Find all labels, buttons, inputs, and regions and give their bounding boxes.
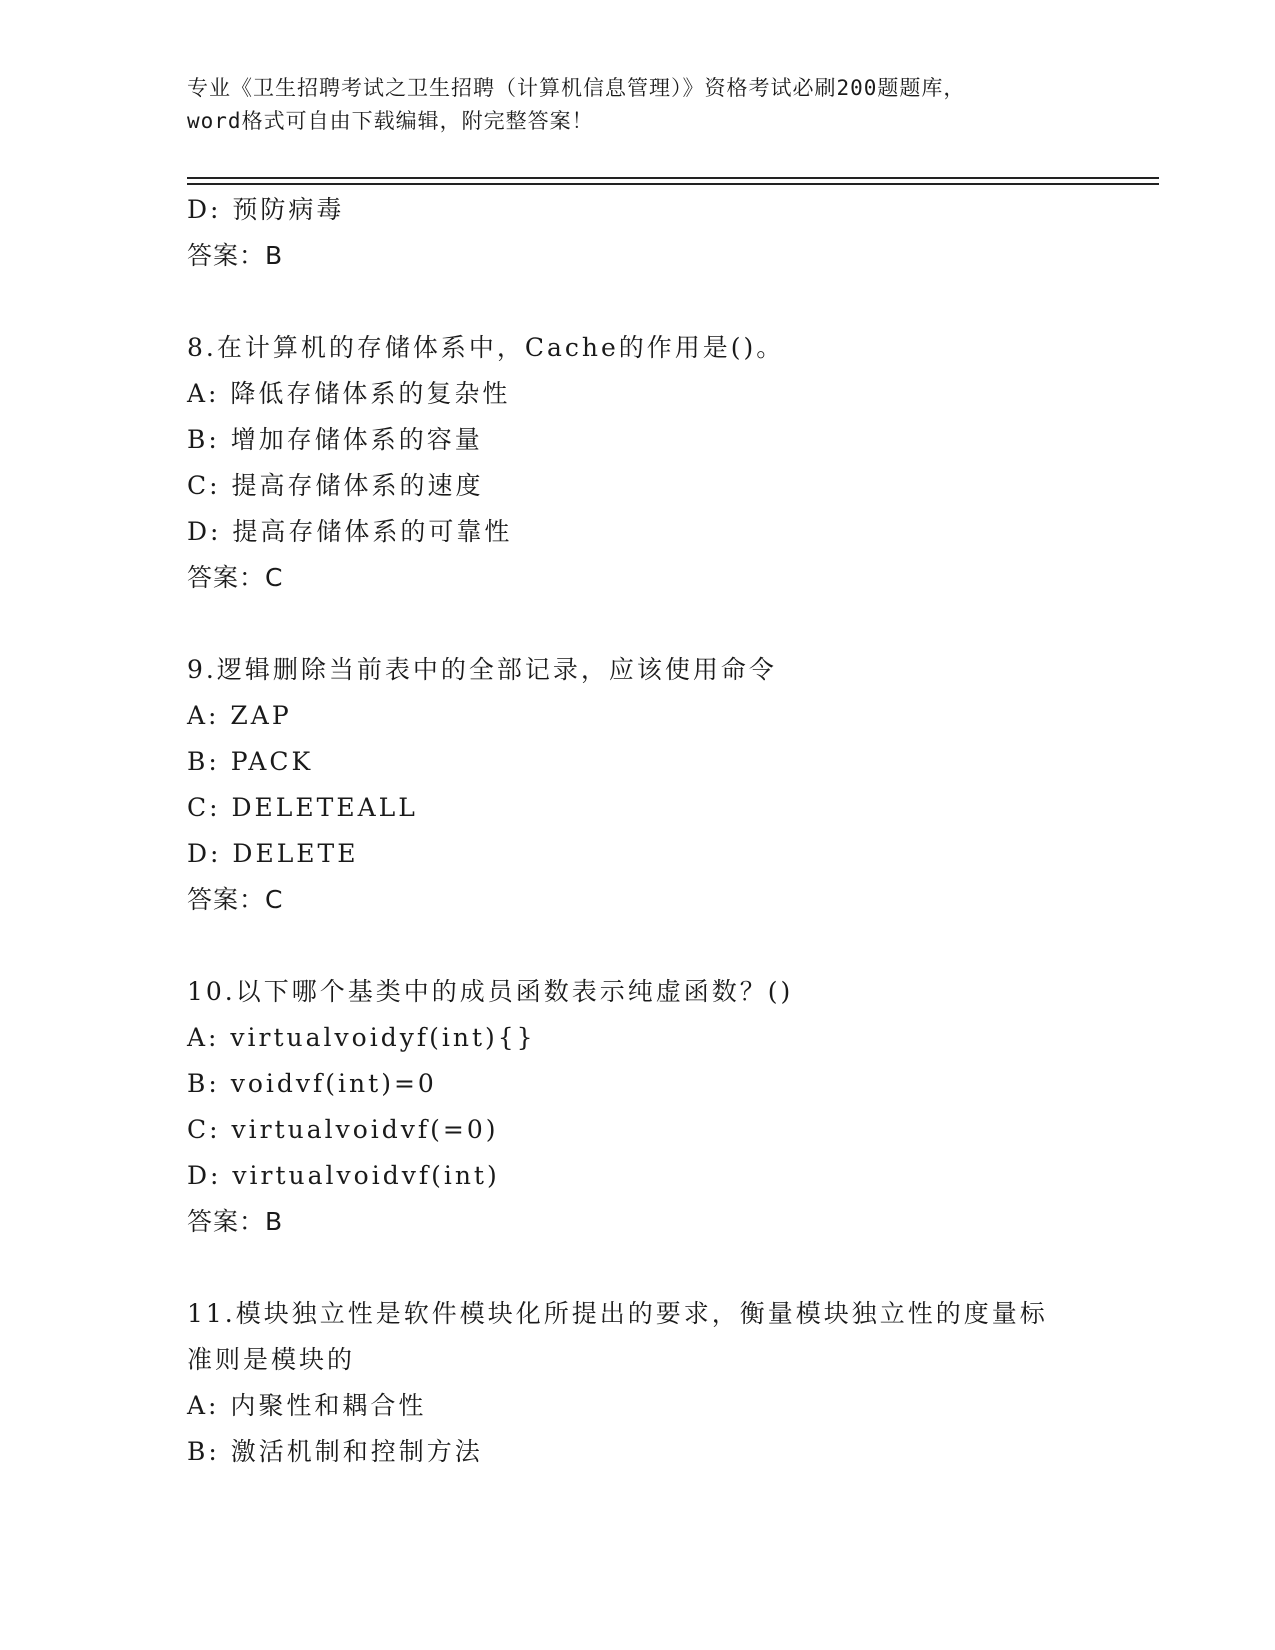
header-line-1: 专业《卫生招聘考试之卫生招聘（计算机信息管理）》资格考试必刷200题题库， bbox=[187, 76, 966, 100]
question-10 bbox=[187, 969, 1137, 1245]
option-b: B: PACK bbox=[187, 747, 314, 776]
option-d: D: 提高存储体系的可靠性 bbox=[187, 517, 513, 546]
answer-line: 答案：B bbox=[187, 1207, 284, 1236]
question-stem: 10.以下哪个基类中的成员函数表示纯虚函数？() bbox=[187, 977, 794, 1006]
spacer bbox=[187, 923, 1137, 969]
option-d: D: 预防病毒 bbox=[187, 195, 345, 224]
question-stem-line-2: 准则是模块的 bbox=[187, 1345, 356, 1374]
question-stem: 9.逻辑删除当前表中的全部记录，应该使用命令 bbox=[187, 655, 777, 684]
question-8 bbox=[187, 325, 1137, 601]
spacer bbox=[187, 601, 1137, 647]
answer-line: 答案：C bbox=[187, 563, 284, 592]
page-header bbox=[187, 72, 1087, 138]
option-c: C: DELETEALL bbox=[187, 793, 418, 822]
header-divider-top bbox=[187, 177, 1159, 179]
question-7-fragment bbox=[187, 187, 1137, 279]
option-a: A: 内聚性和耦合性 bbox=[187, 1391, 427, 1420]
question-stem-line-1: 11.模块独立性是软件模块化所提出的要求，衡量模块独立性的度量标 bbox=[187, 1299, 1048, 1328]
option-b: B: 激活机制和控制方法 bbox=[187, 1437, 483, 1466]
spacer bbox=[187, 1245, 1137, 1291]
option-c: C: 提高存储体系的速度 bbox=[187, 471, 484, 500]
option-d: D: virtualvoidvf(int) bbox=[187, 1161, 500, 1190]
option-b: B: 增加存储体系的容量 bbox=[187, 425, 483, 454]
header-line-2: word格式可自由下载编辑，附完整答案！ bbox=[187, 109, 594, 133]
spacer bbox=[187, 279, 1137, 325]
question-11 bbox=[187, 1291, 1137, 1475]
option-d: D: DELETE bbox=[187, 839, 359, 868]
option-a: A: virtualvoidyf(int){} bbox=[187, 1023, 536, 1052]
option-c: C: virtualvoidvf(=0) bbox=[187, 1115, 499, 1144]
answer-line: 答案：C bbox=[187, 885, 284, 914]
question-9 bbox=[187, 647, 1137, 923]
answer-line: 答案：B bbox=[187, 241, 284, 270]
document-body bbox=[187, 187, 1137, 1475]
option-b: B: voidvf(int)=0 bbox=[187, 1069, 437, 1098]
option-a: A: ZAP bbox=[187, 701, 292, 730]
header-divider-bottom bbox=[187, 183, 1159, 185]
option-a: A: 降低存储体系的复杂性 bbox=[187, 379, 511, 408]
question-stem: 8.在计算机的存储体系中，Cache的作用是()。 bbox=[187, 333, 785, 362]
